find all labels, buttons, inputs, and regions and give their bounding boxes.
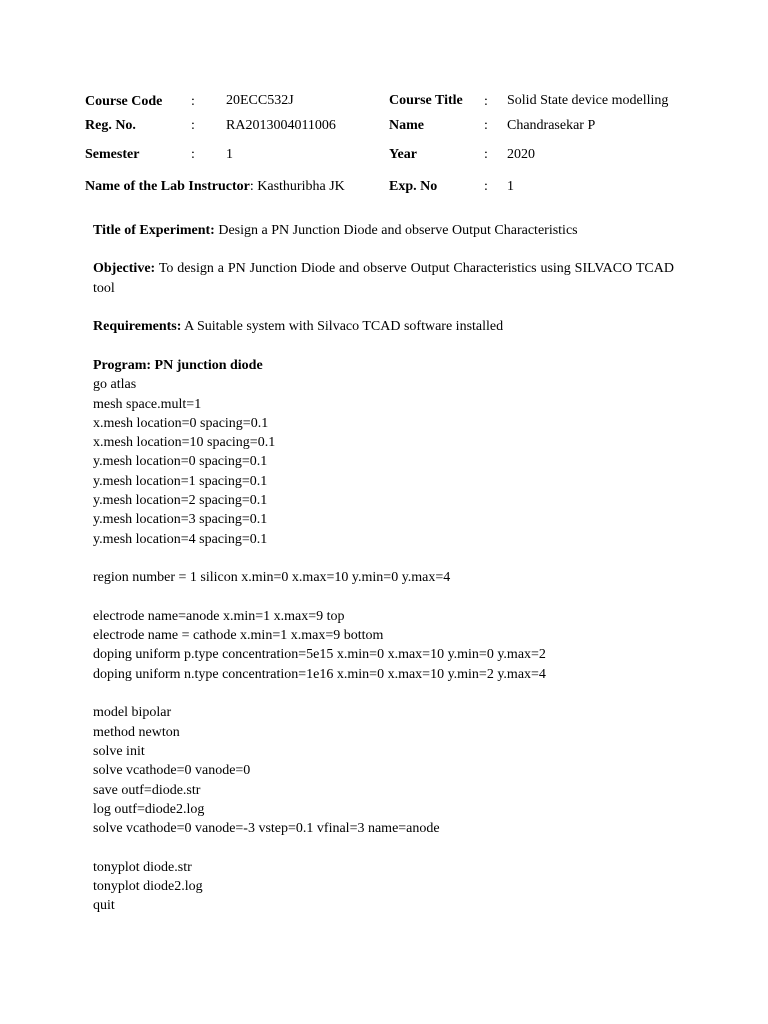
objective-label: Objective:	[93, 261, 156, 276]
requirements-label: Requirements:	[93, 319, 182, 334]
instructor-row	[0, 176, 768, 198]
experiment-title-value: Design a PN Junction Diode and observe Output Characteristics	[214, 223, 578, 238]
blank-line	[93, 588, 546, 607]
instructor-field	[85, 176, 345, 198]
code-line: tonyplot diode.str	[93, 859, 192, 875]
exp-no-colon: :	[484, 179, 488, 194]
reg-no-label: Reg. No.	[85, 118, 136, 133]
experiment-title	[93, 221, 674, 241]
requirements-paragraph	[93, 317, 674, 337]
code-line: quit	[93, 898, 115, 914]
code-line: doping uniform p.type concentration=5e15 x.min=0 x.max=10 y.min=0 y.max=2	[93, 647, 546, 663]
code-line: x.mesh location=10 spacing=0.1	[93, 435, 276, 451]
code-line: y.mesh location=3 spacing=0.1	[93, 512, 268, 528]
code-line: log outf=diode2.log	[93, 801, 205, 817]
blank-line	[93, 838, 546, 857]
year-value: 2020	[507, 147, 535, 162]
course-code-colon: :	[191, 94, 195, 109]
course-title-label: Course Title	[389, 93, 463, 108]
code-line: solve init	[93, 743, 145, 759]
code-line: y.mesh location=1 spacing=0.1	[93, 473, 268, 489]
program-listing	[93, 356, 546, 916]
code-line: x.mesh location=0 spacing=0.1	[93, 415, 269, 431]
code-line: y.mesh location=4 spacing=0.1	[93, 531, 268, 547]
course-title-value: Solid State device modelling	[507, 93, 669, 108]
blank-line	[93, 549, 546, 568]
program-heading: Program: PN junction diode	[93, 358, 263, 373]
semester-value: 1	[226, 147, 233, 162]
course-code-value: 20ECC532J	[226, 93, 294, 108]
code-line: region number = 1 silicon x.min=0 x.max=10 y.min=0 y.max=4	[93, 570, 451, 586]
requirements-value: A Suitable system with Silvaco TCAD software installed	[181, 319, 504, 334]
code-line: model bipolar	[93, 705, 172, 721]
code-line: solve vcathode=0 vanode=-3 vstep=0.1 vfinal=3 name=anode	[93, 821, 440, 837]
code-line: electrode name = cathode x.min=1 x.max=9 bottom	[93, 628, 384, 644]
instructor-label: Name of the Lab Instructor	[85, 179, 250, 194]
code-line: y.mesh location=2 spacing=0.1	[93, 493, 268, 509]
name-label: Name	[389, 118, 424, 133]
course-title-colon: :	[484, 94, 488, 109]
registration-row	[0, 115, 768, 137]
objective-value: To design a PN Junction Diode and observe Output Characteristics using SILVACO TCAD tool	[93, 261, 674, 296]
semester-row	[0, 144, 768, 166]
code-line: method newton	[93, 724, 180, 740]
objective-paragraph	[93, 259, 674, 299]
code-line: electrode name=anode x.min=1 x.max=9 top	[93, 608, 345, 624]
blank-line	[93, 684, 546, 703]
name-value: Chandrasekar P	[507, 118, 596, 133]
name-colon: :	[484, 118, 488, 133]
code-line: solve vcathode=0 vanode=0	[93, 763, 251, 779]
code-line: save outf=diode.str	[93, 782, 201, 798]
semester-colon: :	[191, 147, 195, 162]
semester-label: Semester	[85, 147, 140, 162]
exp-no-label: Exp. No	[389, 179, 438, 194]
exp-no-value: 1	[507, 179, 514, 194]
course-code-label: Course Code	[85, 94, 163, 109]
year-colon: :	[484, 147, 488, 162]
code-line: mesh space.mult=1	[93, 396, 202, 412]
code-line: tonyplot diode2.log	[93, 879, 203, 895]
year-label: Year	[389, 147, 417, 162]
experiment-title-label: Title of Experiment:	[93, 223, 215, 238]
reg-no-colon: :	[191, 118, 195, 133]
course-info-row	[0, 90, 768, 112]
instructor-value: : Kasthuribha JK	[249, 179, 345, 194]
code-line: y.mesh location=0 spacing=0.1	[93, 454, 268, 470]
code-line: doping uniform n.type concentration=1e16 x.min=0 x.max=10 y.min=2 y.max=4	[93, 666, 546, 682]
code-line: go atlas	[93, 377, 137, 393]
reg-no-value: RA2013004011006	[226, 118, 336, 133]
